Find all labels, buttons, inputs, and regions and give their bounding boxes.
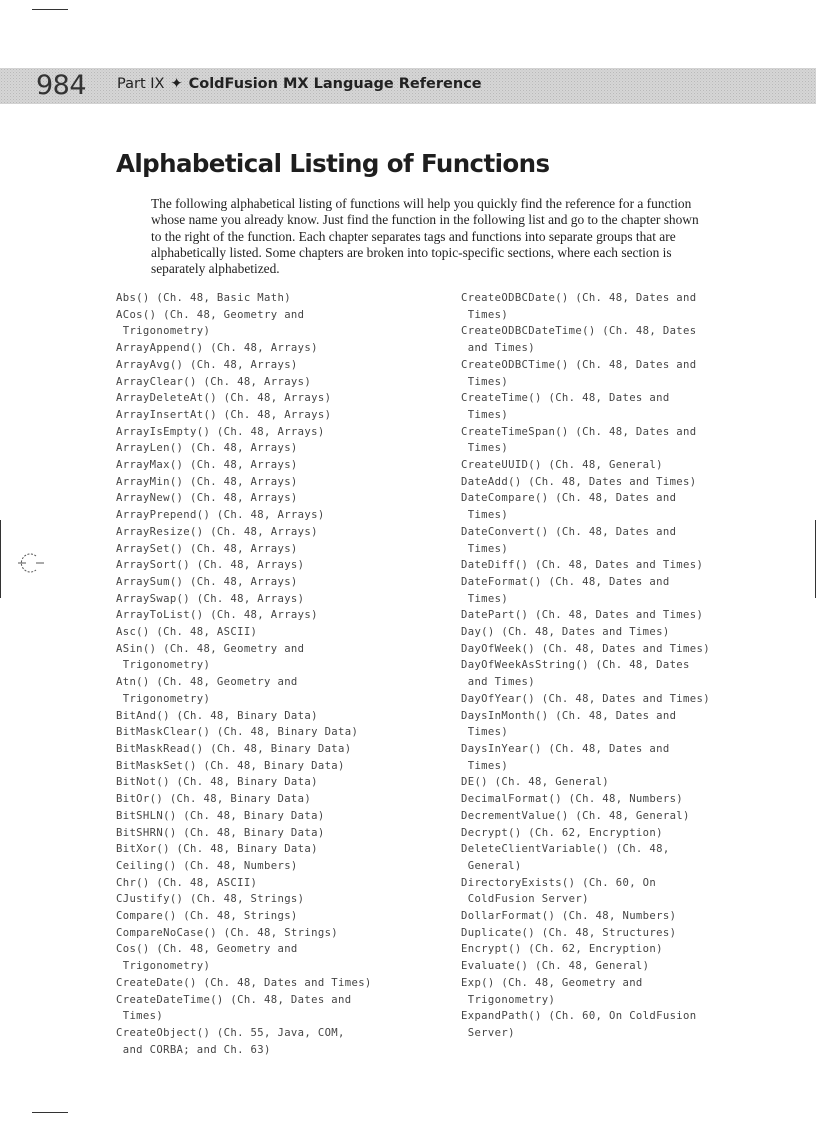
function-entry: BitXor() (Ch. 48, Binary Data) — [116, 843, 318, 856]
function-entry: ArrayAvg() (Ch. 48, Arrays) — [116, 358, 298, 371]
function-entry: DecrementValue() (Ch. 48, General) — [461, 809, 690, 822]
book-title: ColdFusion MX Language Reference — [188, 76, 482, 92]
function-entry: DecimalFormat() (Ch. 48, Numbers) — [461, 793, 684, 806]
margin-rule-left — [0, 520, 1, 598]
function-entry: BitMaskRead() (Ch. 48, Binary Data) — [116, 742, 352, 755]
intro-paragraph: The following alphabetical listing of functions will help you quickly find the reference for a function whose name you already know. Just find the function in the following list and go to the chapter shown to the right of the function. Each chapter separates tags and functions into separate groups that are alphabetically listed. Some chapters are broken into topic-specific sections, where each section is separately alphabetized. — [151, 196, 699, 277]
function-entry: DaysInMonth() (Ch. 48, Dates and Times) — [461, 709, 677, 739]
crop-mark-bottom-left — [32, 1112, 68, 1113]
function-entry: CreateTimeSpan() (Ch. 48, Dates and Times) — [461, 425, 697, 455]
function-entry: CreateObject() (Ch. 55, Java, COM, and CORBA; and Ch. 63) — [116, 1026, 345, 1056]
registration-mark-icon — [16, 548, 46, 578]
function-entry: ArrayAppend() (Ch. 48, Arrays) — [116, 342, 318, 355]
function-entry: ArrayDeleteAt() (Ch. 48, Arrays) — [116, 392, 332, 405]
function-list-right — [461, 290, 710, 1042]
function-entry: BitSHLN() (Ch. 48, Binary Data) — [116, 809, 325, 822]
function-entry: ArrayMin() (Ch. 48, Arrays) — [116, 475, 298, 488]
function-entry: ArraySum() (Ch. 48, Arrays) — [116, 575, 298, 588]
function-entry: DayOfWeek() (Ch. 48, Dates and Times) — [461, 642, 710, 655]
function-entry: Compare() (Ch. 48, Strings) — [116, 910, 298, 923]
function-entry: BitMaskClear() (Ch. 48, Binary Data) — [116, 726, 359, 739]
function-entry: CreateUUID() (Ch. 48, General) — [461, 459, 663, 472]
function-entry: Cos() (Ch. 48, Geometry and Trigonometry) — [116, 943, 298, 973]
function-entry: CreateODBCTime() (Ch. 48, Dates and Times) — [461, 358, 697, 388]
function-entry: Asc() (Ch. 48, ASCII) — [116, 626, 258, 639]
function-entry: ArraySet() (Ch. 48, Arrays) — [116, 542, 298, 555]
function-entry: ArrayLen() (Ch. 48, Arrays) — [116, 442, 298, 455]
function-entry: Duplicate() (Ch. 48, Structures) — [461, 926, 677, 939]
function-entry: BitNot() (Ch. 48, Binary Data) — [116, 776, 318, 789]
function-entry: Exp() (Ch. 48, Geometry and Trigonometry) — [461, 976, 643, 1006]
function-entry: CreateTime() (Ch. 48, Dates and Times) — [461, 392, 670, 421]
function-list-left — [116, 290, 372, 1058]
function-entry: DateAdd() (Ch. 48, Dates and Times) — [461, 475, 697, 488]
function-entry: DayOfYear() (Ch. 48, Dates and Times) — [461, 692, 710, 705]
function-entry: Day() (Ch. 48, Dates and Times) — [461, 626, 670, 639]
function-entry: ArrayPrepend() (Ch. 48, Arrays) — [116, 509, 325, 522]
function-entry: ArrayClear() (Ch. 48, Arrays) — [116, 375, 312, 388]
function-entry: ArrayIsEmpty() (Ch. 48, Arrays) — [116, 425, 325, 438]
function-entry: CJustify() (Ch. 48, Strings) — [116, 893, 305, 906]
function-entry: ACos() (Ch. 48, Geometry and Trigonometry) — [116, 308, 305, 338]
function-entry: Abs() (Ch. 48, Basic Math) — [116, 292, 291, 304]
function-entry: CompareNoCase() (Ch. 48, Strings) — [116, 926, 339, 939]
function-entry: Atn() (Ch. 48, Geometry and Trigonometry) — [116, 676, 298, 705]
function-entry: DollarFormat() (Ch. 48, Numbers) — [461, 910, 677, 923]
function-entry: ArrayMax() (Ch. 48, Arrays) — [116, 459, 298, 472]
function-entry: DeleteClientVariable() (Ch. 48, General) — [461, 843, 670, 872]
function-entry: ArrayResize() (Ch. 48, Arrays) — [116, 525, 318, 538]
function-entry: Decrypt() (Ch. 62, Encryption) — [461, 826, 663, 839]
function-entry: ArrayNew() (Ch. 48, Arrays) — [116, 492, 298, 505]
part-label: Part IX — [117, 76, 165, 92]
function-entry: Encrypt() (Ch. 62, Encryption) — [461, 943, 663, 956]
function-entry: BitSHRN() (Ch. 48, Binary Data) — [116, 826, 325, 839]
function-entry: ArraySort() (Ch. 48, Arrays) — [116, 559, 305, 572]
function-entry: Chr() (Ch. 48, ASCII) — [116, 876, 258, 889]
function-entry: ArrayInsertAt() (Ch. 48, Arrays) — [116, 408, 332, 421]
function-entry: DaysInYear() (Ch. 48, Dates and Times) — [461, 742, 670, 772]
function-entry: CreateODBCDate() (Ch. 48, Dates and Times) — [461, 292, 697, 321]
function-entry: DateCompare() (Ch. 48, Dates and Times) — [461, 492, 677, 522]
function-entry: DayOfWeekAsString() (Ch. 48, Dates and Times) — [461, 659, 690, 689]
diamond-separator-icon: ✦ — [170, 76, 183, 92]
function-entry: Evaluate() (Ch. 48, General) — [461, 960, 650, 973]
function-entry: BitAnd() (Ch. 48, Binary Data) — [116, 709, 318, 722]
function-entry: DateDiff() (Ch. 48, Dates and Times) — [461, 559, 704, 572]
function-entry: ExpandPath() (Ch. 60, On ColdFusion Server) — [461, 1010, 697, 1039]
page-number: 984 — [36, 70, 87, 101]
section-heading: Alphabetical Listing of Functions — [116, 149, 550, 178]
function-entry: CreateDateTime() (Ch. 48, Dates and Times) — [116, 993, 352, 1023]
function-entry: CreateODBCDateTime() (Ch. 48, Dates and Times) — [461, 325, 697, 355]
function-entry: DateFormat() (Ch. 48, Dates and Times) — [461, 575, 670, 605]
function-entry: DirectoryExists() (Ch. 60, On ColdFusion Server) — [461, 876, 657, 906]
function-entry: DE() (Ch. 48, General) — [461, 776, 610, 789]
function-entry: DateConvert() (Ch. 48, Dates and Times) — [461, 525, 677, 555]
function-entry: Ceiling() (Ch. 48, Numbers) — [116, 859, 298, 872]
function-entry: BitOr() (Ch. 48, Binary Data) — [116, 793, 312, 806]
running-head — [117, 76, 482, 92]
function-entry: BitMaskSet() (Ch. 48, Binary Data) — [116, 759, 345, 772]
function-entry: ArrayToList() (Ch. 48, Arrays) — [116, 609, 318, 622]
function-entry: DatePart() (Ch. 48, Dates and Times) — [461, 609, 704, 622]
function-entry: ArraySwap() (Ch. 48, Arrays) — [116, 592, 305, 605]
function-entry: ASin() (Ch. 48, Geometry and Trigonometry) — [116, 642, 305, 672]
crop-mark-top-left — [32, 9, 68, 10]
function-entry: CreateDate() (Ch. 48, Dates and Times) — [116, 976, 372, 989]
